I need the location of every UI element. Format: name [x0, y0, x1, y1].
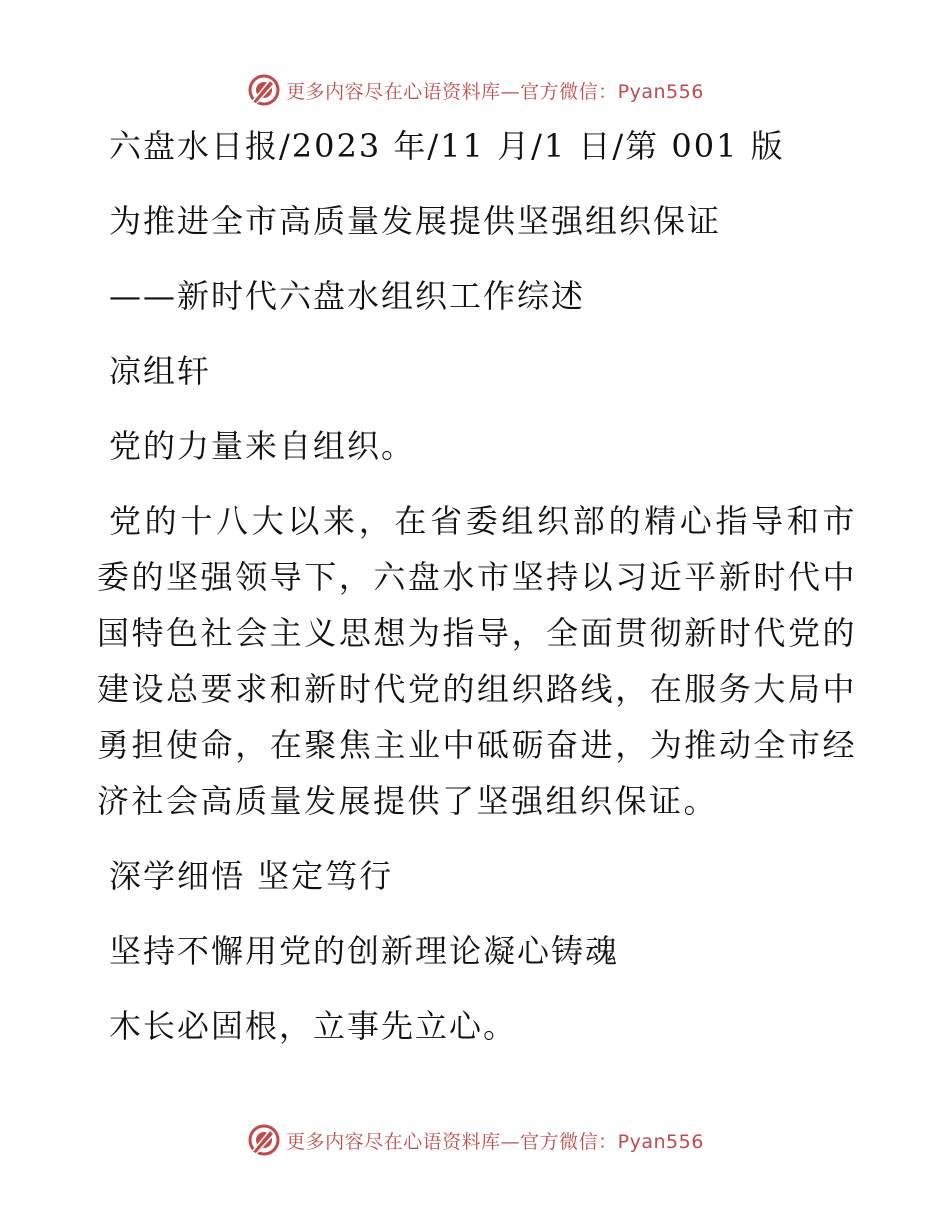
section-subtitle: 坚持不懈用党的创新理论凝心铸魂 — [109, 932, 620, 970]
paragraph-2: 党的十八大以来，在省委组织部的精心指导和市委的坚强领导下，六盘水市坚持以习近平新时代中国特色社会主义思想为指导，全面贯彻新时代党的建设总要求和新时代党的组织路线，在服务大局中勇担使命，在聚焦主业中砥砺奋进，为推动全市经济社会高质量发展提供了坚强组织保证。 — [97, 502, 857, 820]
watermark-text: 更多内容尽在心语资料库—官方微信：Pyan556 — [286, 80, 704, 103]
paragraph-1: 党的力量来自组织。 — [109, 427, 416, 465]
watermark-footer — [0, 1120, 950, 1160]
paragraph-3: 木长必固根，立事先立心。 — [109, 1007, 518, 1045]
watermark-text: 更多内容尽在心语资料库—官方微信：Pyan556 — [286, 1130, 704, 1153]
dateline: 六盘水日报/2023 年/11 月/1 日/第 001 版 — [109, 127, 785, 165]
subheadline: ——新时代六盘水组织工作综述 — [109, 277, 586, 315]
section-title: 深学细悟 坚定笃行 — [109, 857, 394, 895]
pen-logo-icon — [246, 72, 282, 108]
byline: 凉组轩 — [109, 352, 212, 390]
headline: 为推进全市高质量发展提供坚强组织保证 — [109, 202, 722, 240]
article-body — [97, 118, 857, 1073]
pen-logo-icon — [246, 1122, 282, 1158]
watermark-header — [0, 70, 950, 110]
